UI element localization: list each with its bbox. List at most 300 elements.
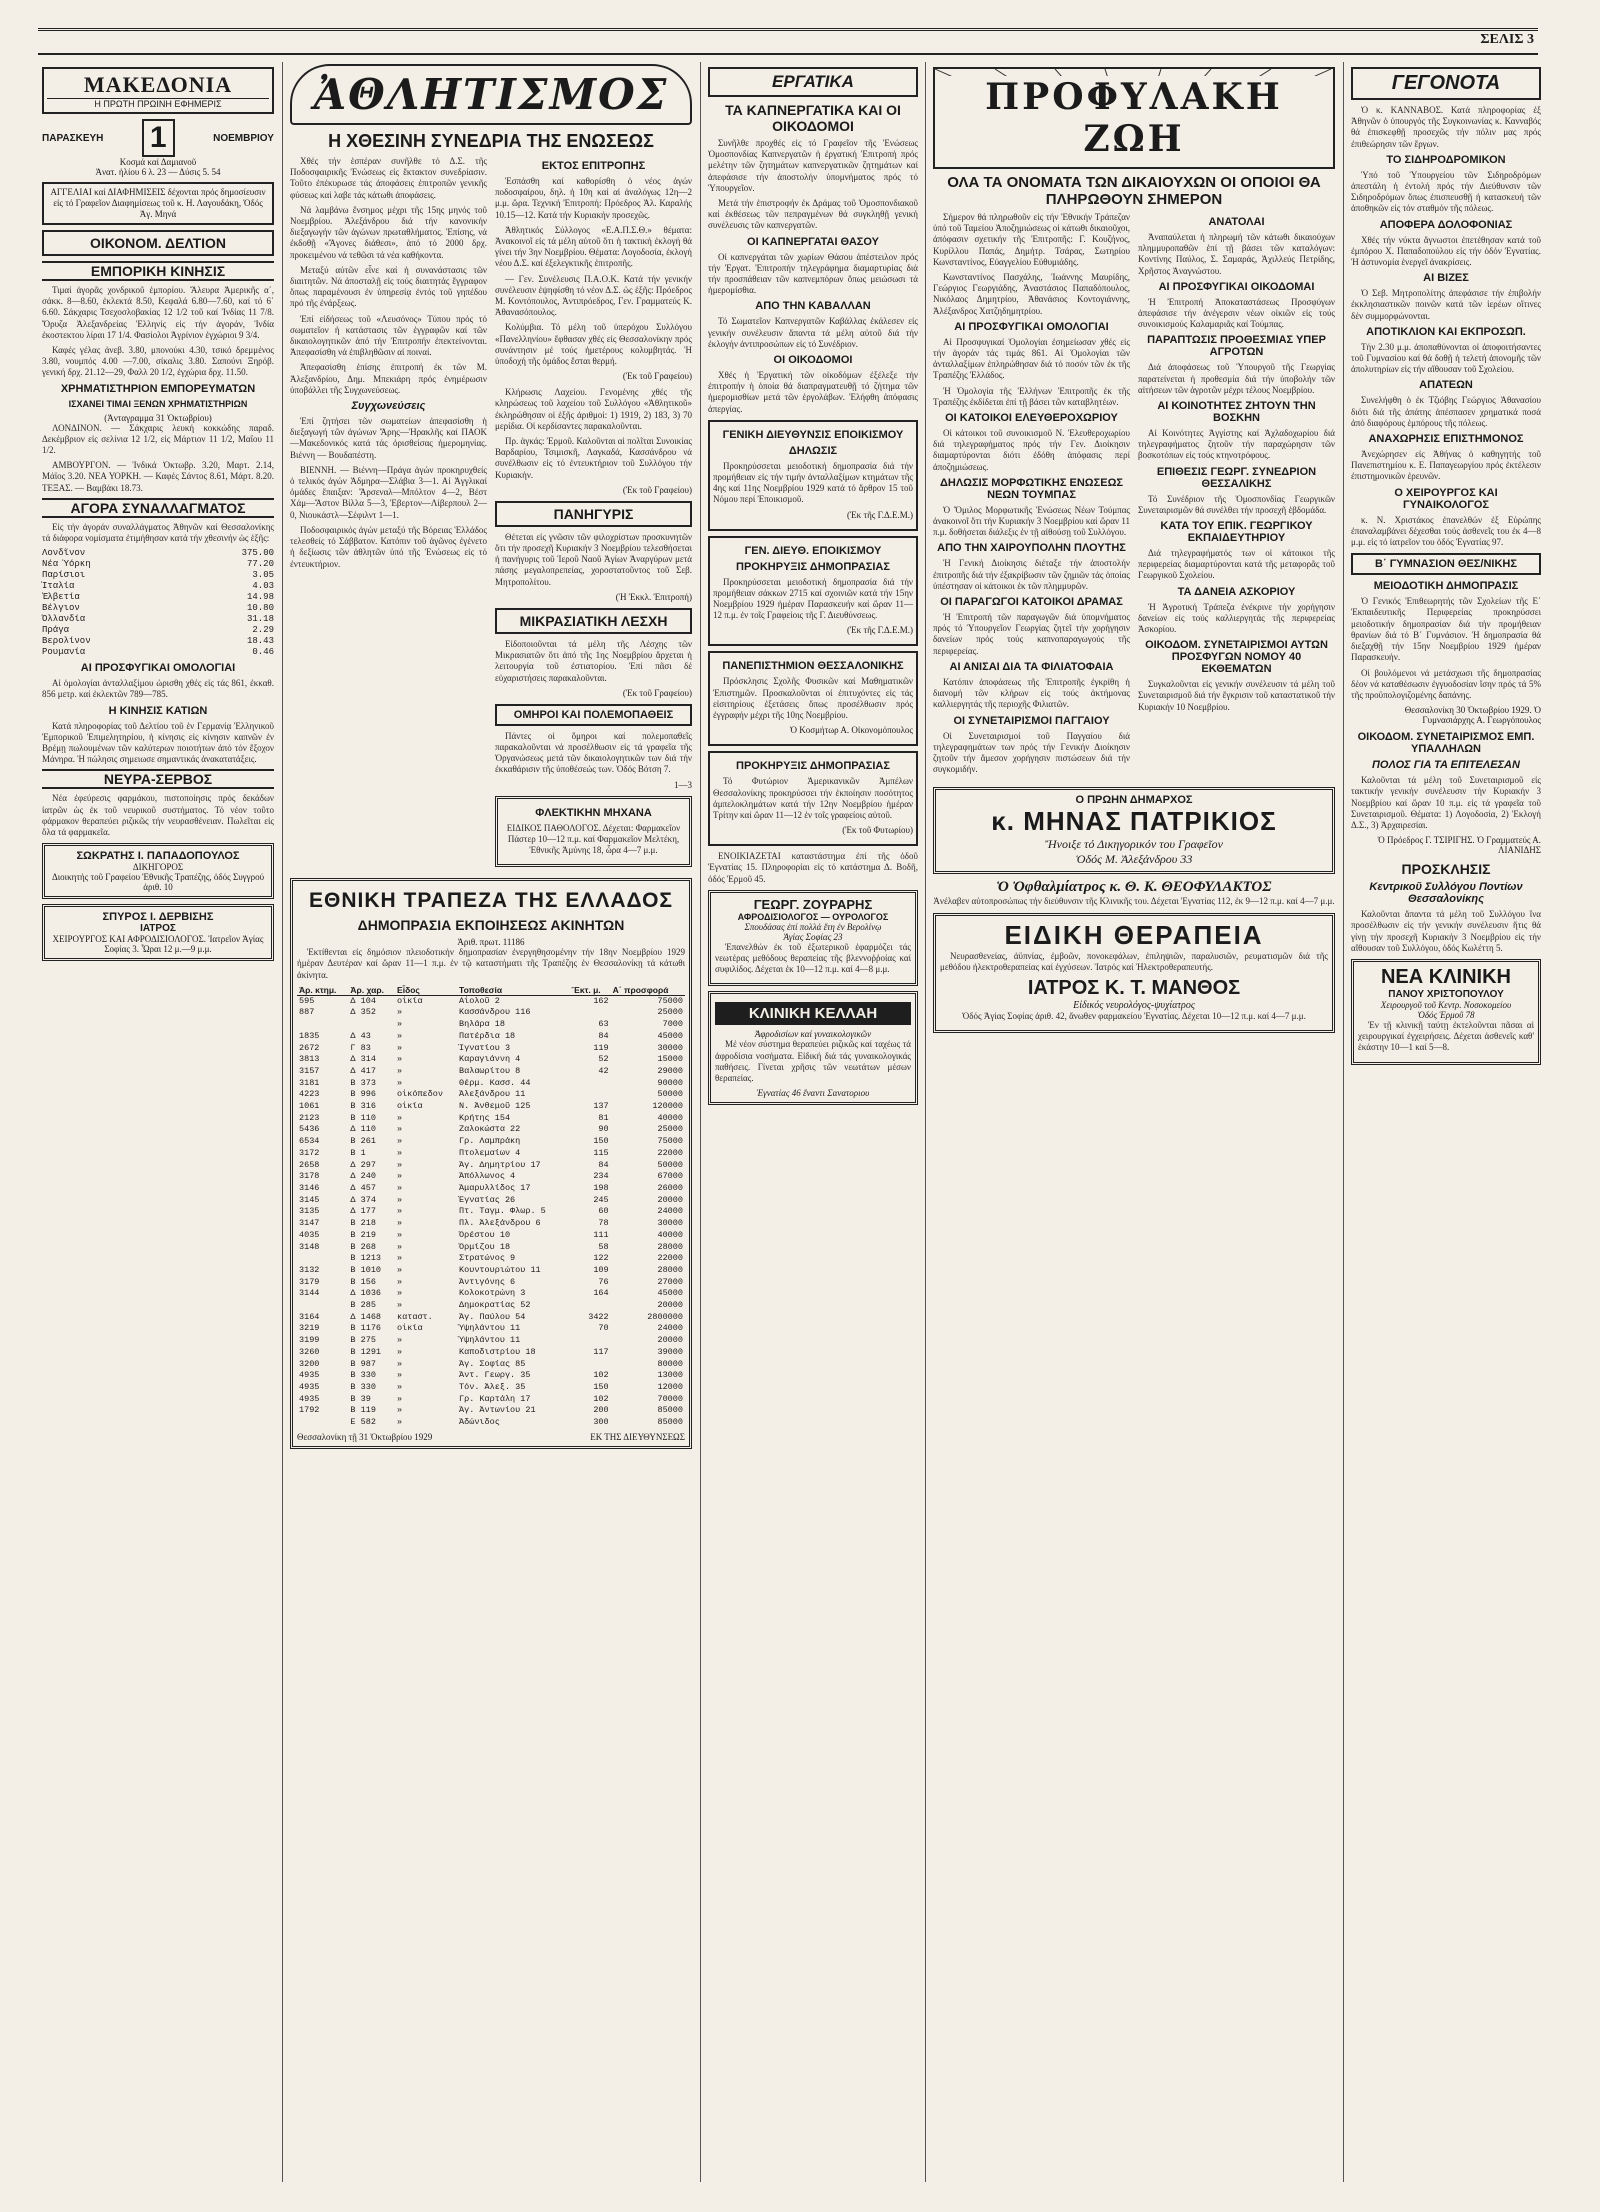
sports-text: — Γεν. Συνέλευσις Π.Α.Ο.Κ. Κατά τήν γενικήν συνέλευσιν ἐψηφίσθη τό νέον Δ.Σ. ὡς ἑξῆς: Πρόεδρος Μ. Κοντόπουλος, Ἀντιπρόεδρος, Γεν. Γραμματεύς Κ. Ἀθανασόπουλος. [495,273,692,318]
month: ΝΟΕΜΒΡΙΟΥ [213,132,274,144]
table-row [297,1066,685,1078]
labor-heading: ΟΙ ΚΑΠΝΕΡΓΑΤΑΙ ΘΑΣΟΥ [747,235,879,248]
ad-doctor-role: ΙΑΤΡΟΣ [140,923,176,935]
life-text: Διά τηλεγραφήματός των οἱ κάτοικοι τῆς περιφερείας διαμαρτύρονται κατά τῆς μεταφορᾶς τοῦ Γεωργικοῦ Σχολείου. [1138,548,1335,581]
ad-lawyer-address: Διοικητής τοῦ Γραφείου Ἐθνικῆς Τραπέζης, ὁδός Συγγρού ἀριθ. 10 [51,872,265,893]
table-cell: » [397,1030,403,1041]
sports-headline: Η ΧΘΕΣΙΝΗ ΣΥΝΕΔΡΙΑ ΤΗΣ ΕΝΩΣΕΩΣ [328,131,654,151]
table-cell: 1792 [299,1405,320,1416]
bank-intro: Ἐκτίθενται εἰς δημόσιον πλειοδοτικήν δημοπρασίαν ἐνεργηθησομένην τήν 18ην Νοεμβρίου 1929 ἡμέραν Δευτέραν καί ὥραν 11—1 π.μ. ἐν τῷ καταστήματι τῆς Τραπέζης ἐν Θεσσαλονίκῃ τά κάτωθι ἀκίνητα. [297,947,685,980]
ad-doctor [42,904,274,961]
table-cell: 102 [593,1370,609,1381]
table-cell: 5436 [299,1124,320,1135]
column-facts [1351,62,1541,1070]
labor-text: Τό Σωματεῖον Καπνεργατῶν Καβάλλας ἐκάλεσεν εἰς γενικήν συνέλευσιν ἅπαντα τά μέλη αὐτοῦ διά τήν ἐκλογήν ἀντιπροσώπων εἰς τό Συνέδριον. [708,316,918,349]
table-cell: Καποδιστρίου 18 [459,1346,536,1357]
table-row [297,1417,685,1429]
signature: (Ἐκ τοῦ Γραφείου) [622,484,692,495]
table-header: Α΄ προσφορά [611,985,685,996]
table-cell: 120000 [652,1101,683,1112]
table-cell: 4935 [299,1393,320,1404]
ad-clinic-text: Μέ νέον σύστημα θεραπεύει ριζικῶς καί ταχέως τά ἀφροδίσια νοσήματα. Εἰδική διά τάς γυναικολογικάς παθήσεις. Γίνεται χρῆσις τῶν νεωτάτων μέσων θεραπείας. [715,1039,911,1083]
date-number: 1 [142,119,175,157]
table-cell: » [397,1194,403,1205]
table-cell: Πλ. Ἀλεξάνδρου 6 [459,1218,541,1229]
table-row [297,1124,685,1136]
sun-times: Ἀνατ. ἡλίου 6 λ. 23 — Δύσις 5. 54 [95,167,221,177]
table-cell: » [397,1381,403,1392]
table-cell: » [397,1019,403,1030]
life-text: Σήμερον θά πληρωθοῦν εἰς τήν Ἐθνικήν Τράπεζαν ὑπό τοῦ Ταμείου Ἀποζημιώσεως οἱ κάτωθι δικαιοῦχοι, ἀπόφασιν σχετικήν τῆς Ἐπιτροπῆς: Γ. Κουζήνος, Κυρίλλου Παπάς, Δημήτρ. Τσάρας, Σωτηρίου Κωνσταντίνος, Εὐαγγελίου Εὐθυμιάδης. [933,212,1130,267]
table-cell: » [397,1136,403,1147]
heading-refugee-bonds: ΑΙ ΠΡΟΣΦΥΓΙΚΑΙ ΟΜΟΛΟΓΙΑΙ [80,662,236,675]
table-cell: Γρ. Καρτάλη 17 [459,1393,531,1404]
table-cell: Ἀγ. Παύλου 54 [459,1311,526,1322]
table-cell: Β 1213 [350,1253,382,1264]
table-cell [297,1019,348,1031]
sports-text: Κολύμβια. Τό μέλη τοῦ ὑπερόχου Συλλόγου «Πανελληνίου» ἔφθασαν χθές εἰς Θεσσαλονίκην πρός συνάντησιν μέ τούς ἡμετέρους κολυμβητάς. Ἡ ὑποδοχή τῆς ὁμάδος ἔσται θερμή. [495,322,692,367]
ad-pathologist [495,796,692,868]
ad-lawyer [42,843,274,899]
table-cell: 3260 [299,1346,320,1357]
table-cell: 2800000 [647,1311,683,1322]
ad-patrikios-address: Ὁδός Μ. Ἀλεξάνδρου 33 [1075,852,1193,867]
table-row [297,1171,685,1183]
table-cell: Ἀντιγόνης 6 [459,1276,516,1287]
table-cell: Β 39 [350,1393,371,1404]
table-cell: » [397,1241,403,1252]
table-cell: » [397,1065,403,1076]
column-divider [1343,62,1344,2182]
table-cell: » [397,1417,403,1428]
table-cell: 3178 [299,1171,320,1182]
notice-text: Πρόσκλησις Σχολῆς Φυσικῶν καί Μαθηματικῶν Ἐπιστημῶν. Προσκαλοῦνται οἱ ἐπιτυχόντες εἰς τάς εἰσιτηρίους ἐξετάσεις ὅπως προσέλθωσιν πρός ἐγγραφήν μέχρι τῆς 10ης Νοεμβρίου. [713,676,913,721]
notice-heading: ΓΕΝΙΚΗ ΔΙΕΥΘΥΝΣΙΣ ΕΠΟΙΚΙΣΜΟΥ [722,428,904,441]
table-cell: Αἰολοῦ 2 [459,995,500,1006]
table-cell: 300 [593,1417,609,1428]
fx-currency: Παρίσιοι [42,570,86,581]
table-cell: 4035 [299,1229,320,1240]
ad-zouraris-address: Ἁγίας Σοφίας 23 [783,931,843,942]
labor-heading: ΑΠΟ ΤΗΝ ΚΑΒΑΛΛΑΝ [755,300,871,313]
fx-currency: Βερολίνον [42,636,91,647]
table-row [297,1323,685,1335]
table-cell: 75000 [657,1136,683,1147]
table-cell: Ἀδώνιδος [459,1417,500,1428]
notice-heading: ΓΕΝ. ΔΙΕΥΘ. ΕΠΟΙΚΙΣΜΟΥ [744,544,882,557]
ad-therapy-text: Νευρασθενείας, ἀϋπνίας, ἐμβοῶν, πονοκεφάλων, ἐπιληψιῶν, παραλυσιῶν, ρευματισμῶν διά τῆς μεθόδου ἠλεκτροθεραπείας καί ἐγχύσεων. Ἰατρός καί Ἠλεκτροθεραπευτής. [940,950,1328,972]
sports-text: Χθές τήν ἑσπέραν συνῆλθε τό Δ.Σ. τῆς Ποδοσφαιρικῆς Ἑνώσεως εἰς ἔκτακτον συνεδρίασιν. Τοῦτο ἐπέκυρωσε τάς ἀποφάσεις ἐπιτροπῶν γενικῆς φύσεως καί λαβε τάς κάτωθι ἀποφάσεις. [290,156,487,200]
table-cell: 70 [598,1323,609,1334]
table-cell: 4935 [299,1381,320,1392]
sports-text: Ποδοσφαιρικός ἀγών μεταξύ τῆς Βόρειας Ἑλλάδος τελεσθείς τό Σάββατον. Κατόπιν τοῦ ἀγῶνος ἐγένετο ἡ δεξίωσις τῶν ἀθλητῶν ὑπό τῆς Ἐνώσεως εἰς τό ἐντευκτήριον. [290,524,487,569]
life-col-b [1138,212,1335,779]
notice-text: Προκηρύσσεται μειοδοτική δημοπρασία διά τήν προμήθειαν εἰς τήν τιμήν ἀνταλλαξίμων κτημάτων τῆς 4ης καί 11ης Νοεμβρίου 1929 κατά τό ἄρθρον 15 τοῦ Νόμου περί Ἐποικισμοῦ. [713,460,913,505]
table-header: Ἀρ. κτημ. [297,985,348,996]
ad-clinic-name: ΚΛΙΝΙΚΗ ΚΕΛΛΑΗ [715,1002,911,1025]
table-row [297,1160,685,1172]
column-divider [700,62,701,2182]
table-cell: Ἐγνατίας 26 [459,1194,516,1205]
notice-heading: ΠΡΟΚΗΡΥΞΙΣ ΔΗΜΟΠΡΑΣΙΑΣ [736,760,890,773]
table-cell: Πατέρδια 18 [459,1030,516,1041]
life-heading: ΔΗΛΩΣΙΣ ΜΟΡΦΩΤΙΚΗΣ ΕΝΩΣΕΩΣ ΝΕΩΝ ΤΟΥΜΠΑΣ [939,476,1123,501]
column-economy [42,62,274,966]
life-text: Τό Συνέδριον τῆς Ὁμοσπονδίας Γεωργικῶν Συνεταιρισμῶν θά συνέλθει τήν προσεχῆ ἑβδομάδα. [1138,493,1335,515]
table-row [297,1078,685,1090]
ad-doctor-address: ΧΕΙΡΟΥΡΓΟΣ ΚΑΙ ΑΦΡΟΔΙΣΙΟΛΟΓΟΣ. Ἰατρεῖον Ἀγίας Σοφίας 3. Ὧραι 12 μ.—9 μ.μ. [52,934,264,955]
notice-auction [708,536,918,647]
life-text: Οἱ Συνεταιρισμοί τοῦ Παγγαίου διά τηλεγραφημάτων των πρός τήν Γενικήν Διοίκησιν ζητοῦν τήν ἄμεσον χορήγησιν πιστώσεων διά τήν συγκομιδήν. [933,730,1130,775]
nerva-text: Νέα ἐφεύρεσις φαρμάκου, πιστοποίησις πρός δεκάδων ἰατρῶν ὡς ἐκ τοῦ νευρικοῦ συστήματος. Τό νέον τοῦτο φάρμακον θεραπεύει ριζικῶς τήν νευρασθένειαν. Πωλεῖται εἰς ὅλα τά φαρμακεῖα. [42,793,274,838]
life-heading: ΚΑΤΑ ΤΟΥ ΕΠΙΚ. ΓΕΩΡΓΙΚΟΥ ΕΚΠΑΙΔΕΥΤΗΡΙΟΥ [1160,520,1313,545]
table-cell: 162 [593,995,609,1006]
table-cell: 3146 [299,1182,320,1193]
table-row [297,1253,685,1265]
table-cell: 78 [598,1218,609,1229]
life-text: Ἡ Ἀγροτική Τράπεζα ἐνέκρινε τήν χορήγησιν δανείων εἰς τούς καλλιεργητάς τῆς περιφερείας Ἀσκορίου. [1138,601,1335,635]
table-cell [297,1417,348,1429]
ad-patrikios-top: Ο ΠΡΩΗΝ ΔΗΜΑΡΧΟΣ [1075,794,1193,807]
table-cell: 30000 [657,1218,683,1229]
table-cell: 13000 [657,1370,683,1381]
fx-note: Εἰς τήν ἀγοράν συναλλάγματος Ἀθηνῶν καί Θεσσαλονίκης τά διάφορα νομίσματα ἐτιμήθησαν κατά τήν χθεσινήν ὡς ἑξῆς: [42,521,274,544]
table-cell: 595 [299,995,315,1006]
table-row [297,1370,685,1382]
ad-patrikios [933,787,1335,874]
sports-heading: ΕΚΤΟΣ ΕΠΙΤΡΟΠΗΣ [541,160,646,172]
facts-heading: ΤΟ ΣΙΔΗΡΟΔΡΟΜΙΚΟΝ [1386,153,1506,166]
ad-zouraris-name: ΓΕΩΡΓ. ΖΟΥΡΑΡΗΣ [753,896,873,912]
trade-text: Τιμαί ἀγορᾶς χονδρικοῦ ἐμπορίου. Ἄλευρα Ἀμερικῆς α΄, σάκκ. 8—8.60, ἐκλεκτά 8.50, Κεφαλά 6.80—7.60, καί τό 6΄ 6.60. Σάκχαρις Τσεχοσλοβακίας 12 1/2 τοῦ καί Ἰνδίας 11 7/8. Ὄρυζα Ἀλεξανδρείας Ἑλληνίς εἰς τήν ἀγοράν, Ἰνδία ἐκοστεκτου λίραι 17 1/4. Φασίολοι Ἀγρίνιον ἐγχώριοι 9 3/4. [42,285,274,340]
bank-footer-signature: ΕΚ ΤΗΣ ΔΙΕΥΘΥΝΣΕΩΣ [590,1431,685,1442]
ad-theofylaktos [933,879,1335,907]
ad-lawyer-name: ΣΩΚΡΑΤΗΣ Ι. ΠΑΠΑΔΟΠΟΥΛΟΣ [76,850,240,863]
labor-text: Χθές ἡ Ἐργατική τῶν οἰκοδόμων ἐξέλεξε τήν ἐπιτροπήν ἡ ὁποία θά διαπραγματευθῇ τό ζήτημα τῶν ἡμερομισθίων μετά τῶν ἐργολάβων. Ἐλήφθη ἀπόφασις ἀπεργίας. [708,370,918,414]
table-cell: 50000 [657,1089,683,1100]
table-row [297,1277,685,1289]
table-cell: Β 119 [350,1405,376,1416]
life-text: Αἱ Προσφυγικαί Ὁμολογίαι ἐσημείωσαν χθές εἰς τήν ἀγοράν τάς τιμάς 861. Αἱ Ὁμολογίαι τῶν ἀνταλλαξίμων ἐπληρώθησαν διά τό ποσόν τῶν ἐκ τῆς Τραπέζης Ἑλλάδος. [933,336,1130,381]
table-row [297,1347,685,1359]
table-row [297,1218,685,1230]
heading-asia-minor-club: ΜΙΚΡΑΣΙΑΤΙΚΗ ΛΕΣΧΗ [495,608,692,634]
table-cell: Δ 240 [350,1171,376,1182]
life-text: Αἱ Κοινότητες Ἀγγίστης καί Ἀχλαδοχωρίου διά τηλεγραφήματος ζητοῦν τήν παραχώρησιν τῶν βοσκοτόπων εἰς τούς κτηνοτρόφους. [1138,428,1335,461]
table-cell: 70000 [657,1393,683,1404]
ad-lawyer-role: ΔΙΚΗΓΟΡΟΣ [132,862,184,873]
labor-text: Οἱ καπνεργάται τῶν χωρίων Θάσου ἀπέστειλον πρός τήν Ἐργατ. Ἐπιτροπήν τηλεγράφημα διαμαρτυρίας διά τήν προσπάθειαν τῶν καπνεμπόρων ὅπως μειώσωσι τά ἡμερομίσθια. [708,251,918,296]
table-cell: 29000 [657,1065,683,1076]
table-cell: » [397,1206,403,1217]
masthead-subtitle: Η ΠΡΩΤΗ ΠΡΩΙΝΗ ΕΦΗΜΕΡΙΣ [47,98,269,109]
trade-text-2: Καφές γέλας ἀνεβ. 3.80, μπονούκι 4.30, τσικό δρεμμένος 3.80, νουμπός 4.00 —7.00, σίκαλις 3.80. Σαπούνι Ξηρόβ. γενική δρχ. 21.12—29, Φαλλ 20 1/2, ἐγχώρια δρχ. 11.50. [42,345,274,378]
heading-foreign-prices: ΙΣΧΑΝΕΙ ΤΙΜΑΙ ΞΕΝΩΝ ΧΡΗΜΑΤΙΣΤΗΡΙΩΝ [68,398,248,409]
bank-title: ΕΘΝΙΚΗ ΤΡΑΠΕΖΑ ΤΗΣ ΕΛΛΑΔΟΣ [308,889,674,913]
table-cell: 2658 [299,1159,320,1170]
notice-text: Προκηρύσσεται μειοδοτική δημοπρασία διά τήν προμήθειαν σάκκων 2715 καί σχοινιῶν κατά τήν 15ην Νοεμβρίου 1929 ἡμέραν Παρασκευήν καί ὥραν 11—12 π.μ. ἐν τοῖς Γραφείοις τῆς Γ. Διευθύνσεως. [713,576,913,621]
table-cell: Β 285 [350,1300,376,1311]
table-cell: Β 1291 [350,1346,382,1357]
ad-clinic-kellai [708,991,918,1105]
life-heading: ΤΑ ΔΑΝΕΙΑ ΑΣΚΟΡΙΟΥ [1177,585,1296,598]
table-cell: 40000 [657,1229,683,1240]
ad-special-therapy [933,913,1335,1034]
table-cell: Θέρμ. Κασσ. 44 [459,1077,531,1088]
life-text: Ὁ Ὅμιλος Μορφωτικῆς Ἑνώσεως Νέων Τούμπας ἀνακοινοῖ ὅτι τήν Κυριακήν 3 Νοεμβρίου καί ὥραν 11 π.μ. δοθήσεται διάλεξις ἐν τῇ αἰθούσῃ τοῦ Συλλόγου. [933,504,1130,538]
fx-rate: 31.18 [246,614,274,625]
fx-currency: Πράγα [42,625,70,636]
masthead-title: ΜΑΚΕΔΟΝΙΑ [83,72,233,97]
life-text: Ἡ Γενική Διοίκησις διέταξε τήν ἀποστολήν ἐπιτροπῆς διά τήν ἐξακρίβωσιν τῶν ζημιῶν τάς ὁποίας ὑπέστησαν οἱ κάτοικοι ἐκ τῶν πλημμυρῶν. [933,558,1130,591]
table-cell: 4935 [299,1370,320,1381]
ad-patrikios-line: Ἤνοιξε τό Δικηγορικόν του Γραφεῖον [1045,837,1223,852]
table-cell: 3147 [299,1218,320,1229]
table-cell: Δ 417 [350,1065,376,1076]
table-cell: 6534 [299,1136,320,1147]
facts-text: Χθές τήν νύκτα ἄγνωστοι ἐπετέθησαν κατά τοῦ ἐμπόρου Χ. Παπαδοπούλου εἰς τήν ὁδόν Ἐγνατίας. Ἡ ἀστυνομία ἐνεργεῖ ἀνακρίσεις. [1351,234,1541,268]
table-cell: 3179 [299,1276,320,1287]
table-cell: 109 [593,1264,609,1275]
life-text: Ἡ Ἐπιτροπή τῶν παραγωγῶν διά ὑπομνήματος πρός τό Ὑπουργεῖον Γεωργίας ζητεῖ τήν χορήγησιν δανείων πρός τούς καπνοπαραγωγούς τῆς περιφερείας. [933,612,1130,656]
ad-new-clinic-name: ΠΑΝΟΥ ΧΡΙΣΤΟΠΟΥΛΟΥ [1388,988,1504,1000]
table-row [297,1300,685,1312]
fx-currency: Λονδῖνον [42,548,86,559]
facts-heading: ΑΠΟΦΕΡΑ ΔΟΛΟΦΟΝΙΑΣ [1379,218,1513,231]
table-cell: Β 268 [350,1241,376,1252]
table-cell: 1061 [299,1101,320,1112]
weekday: ΠΑΡΑΣΚΕΥΗ [42,132,104,144]
table-cell: 85000 [657,1405,683,1416]
ad-clinic-address: Ἐγνατίας 46 ἔναντι Σανατοριου [756,1088,870,1099]
table-cell: » [397,1159,403,1170]
facts-heading-gymnasium: Β΄ ΓΥΜΝΑΣΙΟΝ ΘΕΣ/ΝΙΚΗΣ [1351,553,1541,575]
table-cell: 26000 [657,1182,683,1193]
fx-currency: Ἰταλία [42,581,75,592]
sports-text: Ἐσπάσθη καί καθορίσθη ὁ νέος ἀγών ποδοσφαίρου, δηλ. ἡ 10η καί αἱ ἀναλόγως 12η—2 μ.μ. ὥρα. Τεχνική Ἐπιτροπή: Πρόεδρος Ἀλ. Καραλής 10.15—12. Κατά τήν Κυριακήν προσεχῶς. [495,176,692,220]
table-cell: 20000 [657,1300,683,1311]
table-cell: 3172 [299,1147,320,1158]
life-text: Κωνσταντίνος Πασχάλης, Ἰωάννης Μαυρίδης, Γεώργιος Γεωργιάδης, Ἀναστάσιος Παπαδόπουλος, Νικόλαος Δημητρίου, Ἀθανάσιος Κοντογιάννης, Ἀλέξανδρος Χατζηδημητρίου. [933,272,1130,316]
fx-currency: Βέλγιον [42,603,80,614]
table-row [297,1101,685,1113]
heading-nerva: ΝΕΥΡΑ-ΣΕΡΒΟΣ [42,769,274,789]
table-cell: Πτολεμαίων 4 [459,1147,521,1158]
table-cell: Β 316 [350,1101,376,1112]
facts-heading: ΑΠΑΤΕΩΝ [1419,379,1473,392]
table-cell: » [397,1335,403,1346]
table-cell: Ζαλοκώστα 22 [459,1124,521,1135]
table-cell: 3199 [299,1335,320,1346]
table-cell: Δ 1468 [350,1311,382,1322]
table-cell: Βαλαωρίτου 8 [459,1065,521,1076]
fx-table [42,548,274,658]
ad-new-clinic-text: Ἐν τῇ κλινικῇ ταύτῃ ἐκτελοῦνται πᾶσαι αἱ χειρουργικαί ἐγχειρήσεις. Δέχεται ἀσθενεῖς καθ' ἑκάστην 10—1 καί 5—8. [1358,1019,1534,1053]
table-cell: 76 [598,1276,609,1287]
table-cell: Β 110 [350,1112,376,1123]
table-cell: » [397,1182,403,1193]
notice-university [708,651,918,746]
life-heading: ΕΠΙΘΕΣΙΣ ΓΕΩΡΓ. ΣΥΝΕΔΡΙΟΝ ΘΕΣΣΑΛΙΚΗΣ [1156,465,1317,490]
table-cell: » [397,1054,403,1065]
table-cell: 42 [598,1065,609,1076]
life-heading: ΟΙ ΣΥΝΕΤΑΙΡΙΣΜΟΙ ΠΑΓΓΑΙΟΥ [953,714,1110,727]
bank-auction [290,878,692,1449]
fx-row [42,603,274,614]
club-text: Εἰδοποιοῦνται τά μέλη τῆς Λέσχης τῶν Μικρασιατῶν ὅτι ἀπό τῆς 1ης Νοεμβρίου ἄρχεται ἡ λειτουργία τοῦ ἐστιατορίου. Ἐπί πᾶσι δέ εὐχαριστήσεις παρακαλοῦνται. [495,638,692,683]
table-row [297,1359,685,1371]
facts-text: Καλοῦνται τά μέλη τοῦ Συνεταιρισμοῦ εἰς τακτικήν γενικήν συνέλευσιν τήν Κυριακήν 3 Νοεμβρίου καί ὥραν 10 π.μ. εἰς τά γραφεῖα τοῦ Συνεταιρισμοῦ. Θέματα: 1) Λογοδοσία, 2) Ἐκλογή Δ.Σ., 3) Ἀρχαιρεσίαι. [1351,775,1541,830]
stock-date: (Ἀνταγραμμα 31 Ὀκτωβρίου) [104,412,212,423]
table-cell: 50000 [657,1159,683,1170]
table-cell: 90 [598,1124,609,1135]
bank-ref: Ἀριθ. πρωτ. 11186 [457,937,525,948]
table-cell: Β 1 [350,1147,366,1158]
ad-theofylaktos-text: Ἀνέλαβεν αὐτοπροσώπως τήν διεύθυνσιν τῆς Κλινικῆς του. Δέχεται Ἐγνατίας 112, ἐκ 9—12 π.μ. καί 4—7 μ.μ. [933,896,1335,907]
table-cell: 122 [593,1253,609,1264]
table-cell: Β 330 [350,1381,376,1392]
life-text: Συγκαλοῦνται εἰς γενικήν συνέλευσιν τά μέλη τοῦ Συνεταιρισμοῦ διά τήν ἔγκρισιν τοῦ καταστατικοῦ τήν Κυριακήν 10 Νοεμβρίου. [1138,679,1335,712]
table-cell: 150 [593,1136,609,1147]
sports-text: Ἐπί ζητήσει τῶν σωματείων ἀπεφασίσθη ἡ διεξαγωγή τῶν ἀγώνων Ἄρης—Ἠρακλῆς καί ΠΑΟΚ—Μακεδονικός κατά τάς ὁρισθείσας ἡμερομηνίας. Βιέννη — Βουδαπέστη. [290,416,487,460]
table-cell: 3144 [299,1288,320,1299]
ad-therapy-doctor: ΙΑΤΡΟΣ Κ. Τ. ΜΑΝΘΟΣ [1027,976,1241,999]
table-cell: Κουντουριώτου 11 [459,1264,541,1275]
heading-stock: ΧΡΗΜΑΤΙΣΤΗΡΙΟΝ ΕΜΠΟΡΕΥΜΑΤΩΝ [60,382,256,395]
table-cell: 3813 [299,1054,320,1065]
table-cell: Ὁρμίζου 18 [459,1241,511,1252]
column-sports [290,62,692,1454]
table-row [297,995,685,1007]
facts-heading: ΑΠΟΤΙΚΛΙΟΝ ΚΑΙ ΕΚΠΡΟΣΩΠ. [1366,325,1526,338]
table-row [297,1183,685,1195]
table-cell: 85000 [657,1417,683,1428]
table-row [297,1288,685,1300]
facts-subheading: Κεντρικοῦ Συλλόγου Ποντίων Θεσσαλονίκης [1369,881,1523,906]
table-row [297,1242,685,1254]
signature: (Ἐκ τῆς Γ.Δ.Ε.Μ.) [846,509,913,520]
saints-of-day: Κοσμά καί Δαμιανοῦ [119,157,197,167]
signature: Ὁ Πρόεδρος Γ. ΤΣΙΡΙΓΗΣ. Ὁ Γραμματεύς Α. ΛΙΑΝΙΔΗΣ [1377,835,1541,856]
table-cell: Β 1176 [350,1323,382,1334]
facts-text: κ. Ν. Χριστάκος ἐπανελθών ἐξ Εὐρώπης ἐπαναλαμβάνει δέχεσθαι τούς ἀσθενεῖς του ἐκ 4—8 μ.μ. εἰς τό ἰατρεῖον του ὁδός Ἐγνατίας 97. [1351,514,1541,548]
table-cell: Β 330 [350,1370,376,1381]
fx-row [42,581,274,592]
table-cell: 30000 [657,1042,683,1053]
table-row [297,1312,685,1324]
table-cell: 80000 [657,1358,683,1369]
signature: Ὁ Κοσμήτωρ Α. Οἰκονομόπουλος [789,725,913,736]
fx-rate: 18.43 [246,636,274,647]
table-cell: 24000 [657,1206,683,1217]
table-header: Ἀρ. χαρ. [348,985,395,996]
bank-footer-place: Θεσσαλονίκη τῇ 31 Ὀκτωβρίου 1929 [297,1431,433,1442]
table-row [297,1206,685,1218]
ad-theofylaktos-title: Ὁ Ὀφθαλμίατρος κ. Θ. Κ. ΘΕΟΦΥΛΑΚΤΟΣ [996,879,1272,896]
life-heading: ΑΙ ΑΝΙΣΑΙ ΔΙΑ ΤΑ ΦΙΛΙΑΤΟΦΑΙΑ [949,660,1114,673]
fx-row [42,570,274,581]
table-cell: 40000 [657,1112,683,1123]
facts-text: Ὑπό τοῦ Ὑπουργείου τῶν Σιδηροδρόμων ἀπεστάλη ἡ ἐντολή πρός τήν Διεύθυνσιν τῶν Σιδηροδρόμων ὅπως ἐπισπευσθῇ ἡ κατασκευή τῶν ἀποθηκῶν εἰς τόν σταθμόν τῆς πόλεως. [1351,169,1541,214]
table-row [297,1148,685,1160]
column-divider [925,62,926,2182]
table-cell: Δ 374 [350,1194,376,1205]
sports-text: Νά λαμβάνω ἔνσημος μέχρι τῆς 15ης μηνός τοῦ Νοεμβρίου. Ἀλεξάνδρου διά τήν κανονικήν διεξαγωγήν τῶν ἀγώνων πρωταθλήματος. Ἐπίσης, νά ἐκδοθῇ «Ἄγονες διάθεσι», ἀπό τό 2000 δρχ. προκειμένου νά τεθῶσι τά νέα καθήκοντα. [290,204,487,260]
facts-text: Ὁ Σεβ. Μητροπολίτης ἀπεφάσισε τήν ἐπιβολήν ἐκκλησιαστικῶν ποινῶν κατά τῶν ἱερέων οἵτινες δέν συμμορφώνονται. [1351,288,1541,321]
table-cell: 22000 [657,1147,683,1158]
bank-footer [297,1432,685,1442]
table-cell: 7000 [662,1019,683,1030]
table-cell: 4223 [299,1089,320,1100]
fx-currency: Ρουμανία [42,647,86,658]
table-cell: 28000 [657,1241,683,1252]
heading-trade: ΕΜΠΟΡΙΚΗ ΚΙΝΗΣΙΣ [42,261,274,281]
table-cell: καταστ. [397,1311,433,1322]
table-cell: » [397,1124,403,1135]
table-cell: Ε 582 [350,1417,376,1428]
table-cell: 3164 [299,1311,320,1322]
classified-ad: ΕΝΟΙΚΙΑΖΕΤΑΙ καταστάστημα ἐπί τῆς ὁδοῦ Ἐγνατίας 15. Πληροφορίαι εἰς τό κατάστημα Δ. Βοδῆ, ὁδός Ἑρμοῦ 45. [708,851,918,884]
facts-text: Οἱ βουλόμενοι νά μετάσχωσι τῆς δημοπρασίας δέον νά καταθέσωσιν ἐγγυοδοσίαν ἴσην πρός τά 5% τῆς προϋπολογιζομένης δαπάνης. [1351,667,1541,700]
table-cell: » [397,1393,403,1404]
table-cell: 45000 [657,1030,683,1041]
table-cell: οἰκόπεδον [397,1089,443,1100]
table-cell [570,1007,611,1019]
table-row [297,1265,685,1277]
fx-currency: Ὀλλανδία [42,614,86,625]
sports-text: BIENNH. — Βιέννη—Πράγα ἀγών προκηρυχθείς ὁ τελικός ἀγών Ἀδμηρα—Σλάβια 3—1. Αἱ Ἀγγλικαί ὁμάδες ἔπαιξαν: Ἄρσεναλ—Μπόλτον 4—2, Βέστ Χάμ—Ἄστον Βίλλα 5—3, Ἐβερτον—Λίβερπουλ 2—0, Νιουκάστλ—Σέφιλντ 1—1. [290,464,487,520]
table-row [297,1113,685,1125]
table-cell: 137 [593,1101,609,1112]
table-cell: » [397,1229,403,1240]
table-cell: Δημοκρατίας 52 [459,1300,531,1311]
ad-pathologist-title: ΦΛΕΚΤΙΚΗΝ ΜΗΧΑΝΑ [535,806,652,819]
table-cell: 164 [593,1288,609,1299]
notice-subheading: ΠΡΟΚΗΡΥΞΙΣ ΔΗΜΟΠΡΑΣΙΑΣ [736,560,890,573]
sports-text: Ἀθλητικός Σύλλογος «Ε.Α.Π.Σ.Θ.» θέματα: Ἀνακοινοῖ εἰς τά μέλη αὐτοῦ ὅτι ἡ τακτική ἐκλογή θά γίνει τήν 3ην Νοεμβρίου. Θέματα: Λογοδοσία, ἐκλογή νέου Δ.Σ. καί ἐξελεγκτικῆς ἐπιτροπῆς. [495,224,692,269]
life-heading: ΑΙ ΠΡΟΣΦΥΓΙΚΑΙ ΟΙΚΟΔΟΜΑΙ [1158,280,1315,293]
life-text: Κατόπιν ἀποφάσεως τῆς Ἐπιτροπῆς ἐγκρίθη ἡ διανομή τῶν κλήρων εἰς τούς ἀκτήμονας καλλιεργητάς τῆς περιοχῆς Φιλιατῶν. [933,676,1130,710]
sports-col-a [290,156,487,872]
labor-text: Συνῆλθε προχθές εἰς τό Γραφεῖον τῆς Ἑνώσεως Ὁμοσπονδίας Καπνεργατῶν ἡ ἐργατική Ἐπιτροπή πρός μελέτην τῶν ζητημάτων καπνεργατικῶν ζητημάτων καί ἀπεφάσισε τήν ἀποστολήν ὑπομνήματος πρός τό Ὑπουργεῖον. [708,138,918,193]
sports-subheading: Συγχωνεύσεις [351,400,426,413]
property-table [297,985,685,1429]
table-cell: 115 [593,1147,609,1158]
table-header: Εἶδος [395,985,457,996]
table-row [297,1405,685,1417]
page-number: ΣΕΛΙΣ 3 [1480,32,1534,47]
table-cell: Ἀγ. Σοφίας 85 [459,1358,526,1369]
ad-therapy-address: Ὁδός Ἁγίας Σοφίας ἀριθ. 42, ἄνωθεν φαρμακείου Ἐγνατίας. Δέχεται 10—12 π.μ. καί 4—7 μ.μ. [962,1010,1306,1021]
table-cell: Δ 104 [350,995,376,1006]
table-cell: 2672 [299,1042,320,1053]
table-cell: Δ 457 [350,1182,376,1193]
table-cell: 28000 [657,1264,683,1275]
sports-logo: ἈΘΛΗΤΙΣΜΟΣ [290,64,692,125]
table-cell: 3219 [299,1323,320,1334]
table-cell: Βηλάρα 18 [459,1019,505,1030]
stock-text: ΛΟΝΔΙΝΟΝ. — Σάκχαρις λευκή κοκκώδης παραδ. Δεκέμβριον εἰς σελίνια 12 1/2, εἰς Μάρτιον 11 1/2, Μαΐου 11 1/2. [42,422,274,456]
table-cell: » [397,1300,403,1311]
table-cell: οἰκία [397,995,423,1006]
life-body [933,212,1335,779]
table-cell [297,1253,348,1265]
fx-row [42,548,274,559]
fx-currency: Νέα Ὑόρκη [42,559,91,570]
table-cell: » [397,1042,403,1053]
table-cell: Ἀμαρυλλίδος 17 [459,1182,531,1193]
labor-heading: ΟΙ ΟΙΚΟΔΟΜΟΙ [773,354,853,367]
